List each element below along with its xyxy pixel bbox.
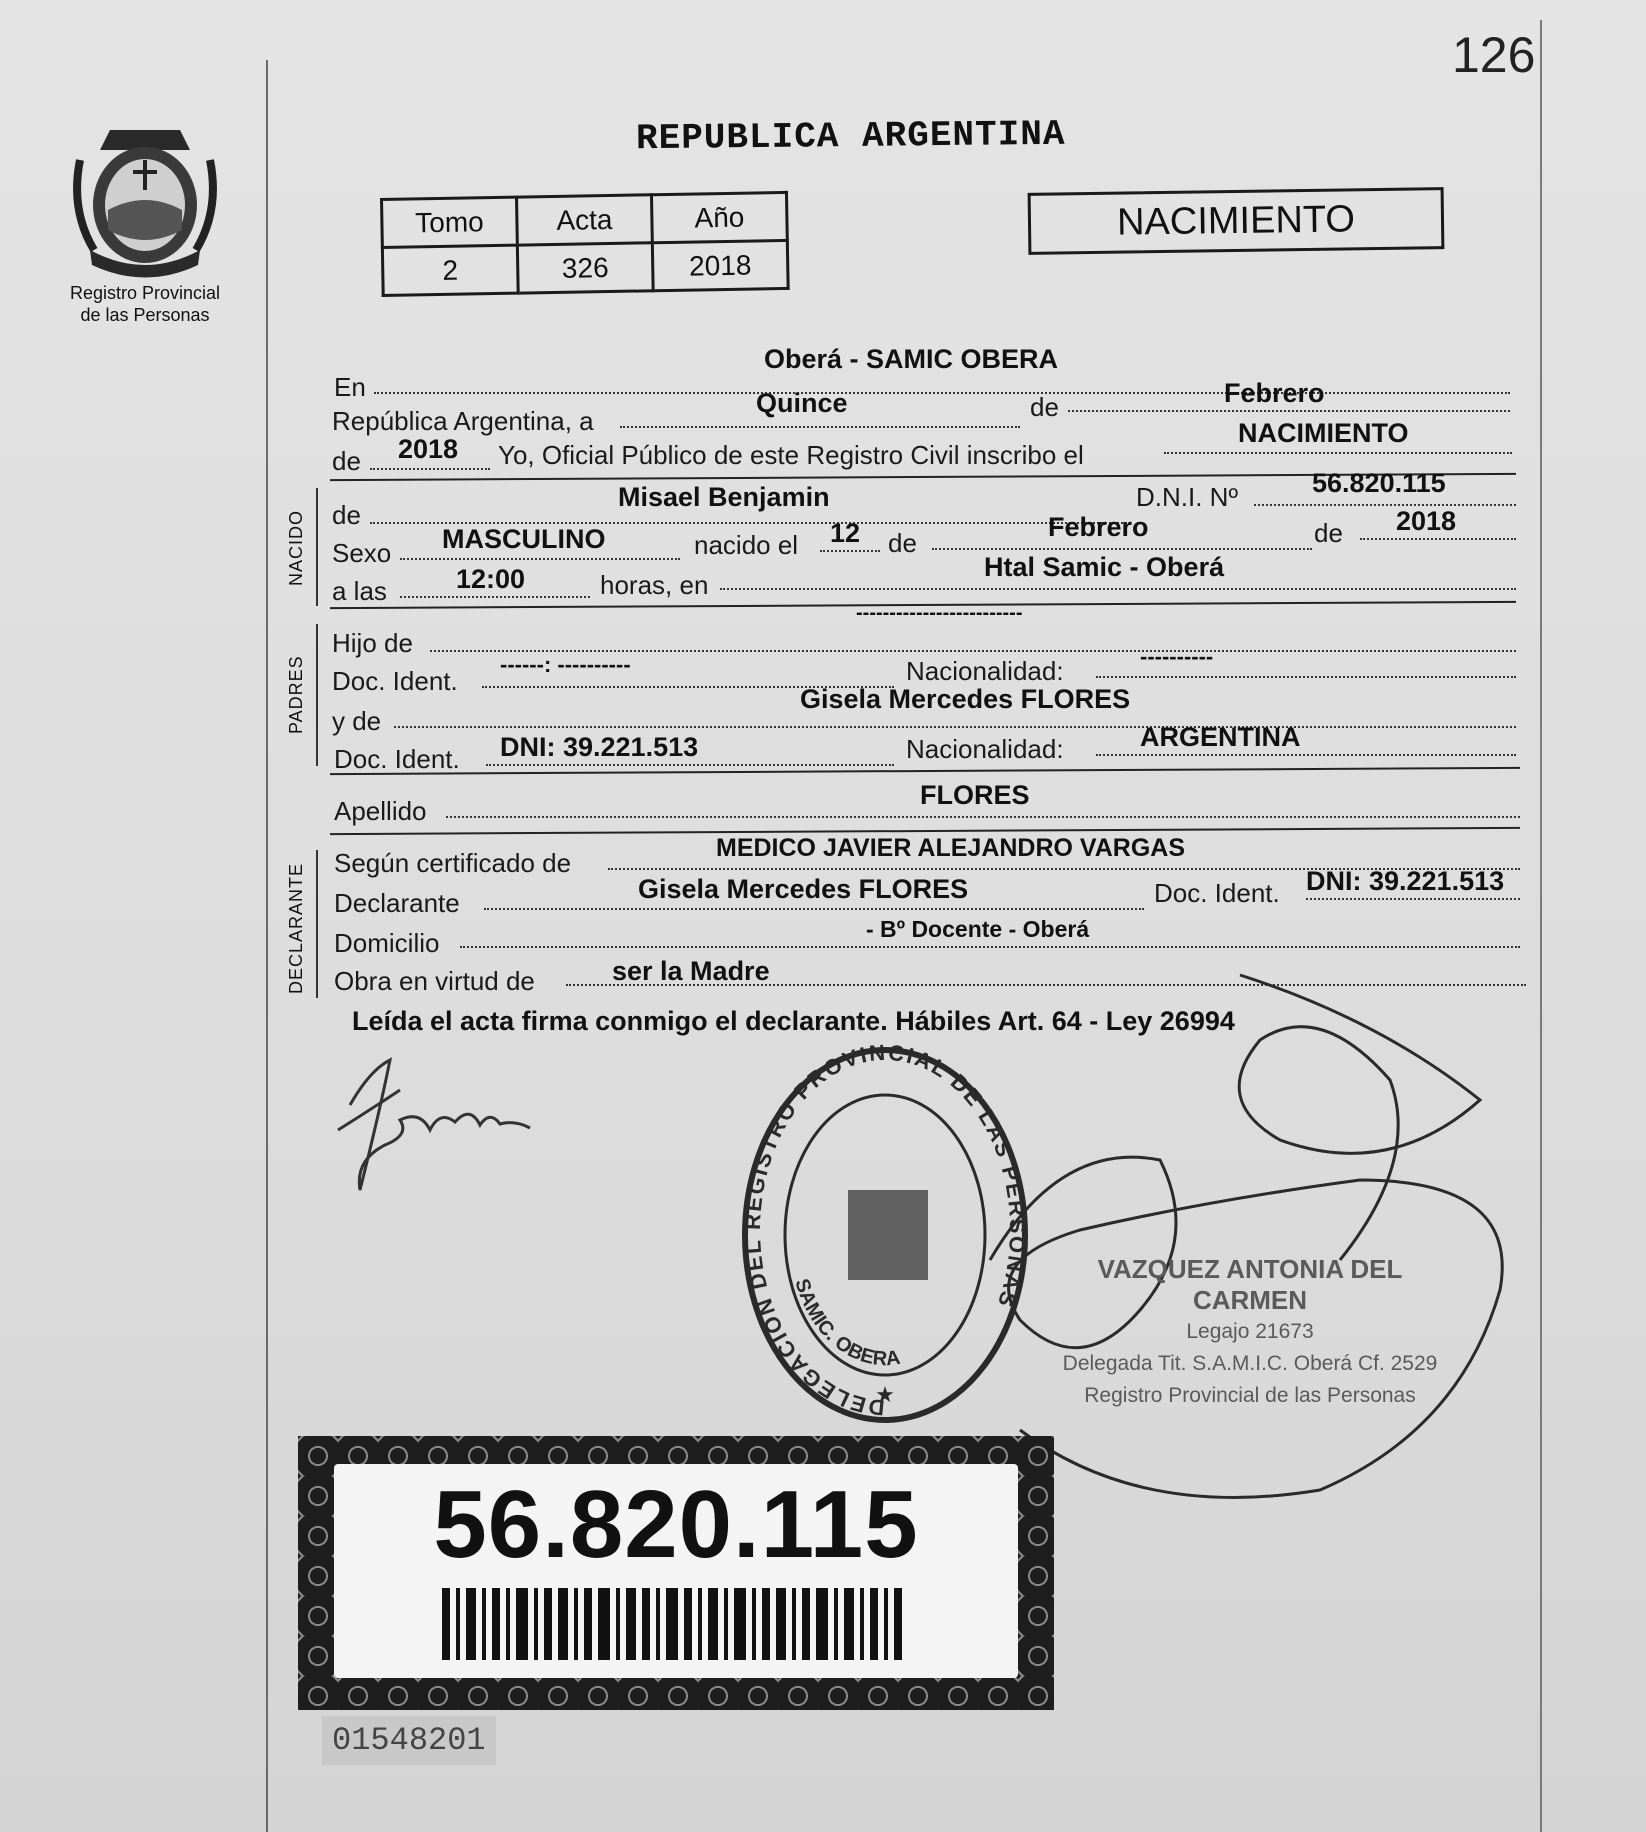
document-title: REPUBLICA ARGENTINA bbox=[635, 113, 1066, 160]
misiones-province-logo bbox=[70, 120, 220, 280]
label-nacido-el: nacido el bbox=[694, 530, 799, 560]
label-a-las: a las bbox=[332, 576, 387, 606]
barcode-graphic bbox=[442, 1588, 902, 1660]
record-value-acta: 326 bbox=[517, 243, 653, 293]
dots-nac-father bbox=[1096, 676, 1516, 678]
value-birth-year: 2018 bbox=[1396, 506, 1457, 536]
closing-statement: Leída el acta firma conmigo el declarante. Hábiles Art. 64 - Ley 26994 bbox=[352, 1006, 1235, 1036]
dots-apellido bbox=[446, 816, 1520, 818]
dots-declarante bbox=[484, 908, 1144, 910]
label-hijo-de: Hijo de bbox=[332, 628, 413, 658]
dots-doc-declarante bbox=[1306, 898, 1520, 900]
dots-month bbox=[1068, 410, 1510, 412]
nacido-section-bar bbox=[316, 488, 318, 606]
dots-dni bbox=[1254, 504, 1516, 506]
label-horas-en: horas, en bbox=[600, 570, 709, 600]
official-name: VAZQUEZ ANTONIA DEL CARMEN bbox=[1097, 1254, 1403, 1315]
value-time: 12:00 bbox=[456, 564, 526, 594]
label-obra: Obra en virtud de bbox=[334, 966, 535, 996]
label-en: En bbox=[334, 372, 366, 402]
label-apellido: Apellido bbox=[334, 796, 427, 826]
declarante-section-bar bbox=[316, 850, 318, 998]
value-sexo: MASCULINO bbox=[442, 524, 606, 554]
official-legajo: Legajo 21673 bbox=[1186, 1320, 1314, 1343]
logo-caption-line1: Registro Provincial bbox=[69, 283, 221, 303]
value-doc-father: ------: ---------- bbox=[500, 652, 631, 677]
label-doc-declarante: Doc. Ident. bbox=[1154, 878, 1280, 908]
declarante-section-label: DECLARANTE bbox=[286, 862, 306, 994]
dots-domicilio bbox=[460, 946, 1520, 948]
value-en: Oberá - SAMIC OBERA bbox=[764, 344, 1059, 374]
label-y-de: y de bbox=[332, 706, 382, 736]
value-month: Febrero bbox=[1224, 378, 1325, 408]
padres-section-bar bbox=[316, 624, 318, 766]
svg-text:★: ★ bbox=[875, 1382, 895, 1407]
value-birth-month: Febrero bbox=[1048, 512, 1149, 542]
dots-place bbox=[720, 588, 1516, 590]
official-organismo: Registro Provincial de las Personas bbox=[1084, 1384, 1416, 1407]
label-doc-mother: Doc. Ident. bbox=[334, 744, 460, 774]
dots-birth-year bbox=[1360, 538, 1516, 540]
dots-mother bbox=[394, 726, 1516, 728]
barcode-label-inner bbox=[334, 1464, 1018, 1678]
label-doc-father: Doc. Ident. bbox=[332, 666, 458, 696]
value-domicilio: - Bº Docente - Oberá bbox=[866, 916, 1090, 942]
label-declarante: Declarante bbox=[334, 888, 460, 918]
official-stamp bbox=[1040, 1254, 1460, 1412]
value-dni: 56.820.115 bbox=[1312, 468, 1446, 498]
value-nac-father: ---------- bbox=[1140, 644, 1214, 669]
label-sexo: Sexo bbox=[332, 538, 392, 568]
value-day: Quince bbox=[756, 388, 848, 418]
record-header-tomo: Tomo bbox=[382, 197, 518, 247]
value-doc-declarante: DNI: 39.221.513 bbox=[1306, 866, 1505, 896]
value-doc-mother: DNI: 39.221.513 bbox=[500, 732, 699, 762]
label-de-year: de bbox=[332, 446, 361, 476]
dots-doc-mother bbox=[486, 764, 894, 766]
value-inscribo: NACIMIENTO bbox=[1238, 418, 1409, 448]
padres-section-label: PADRES bbox=[286, 655, 306, 734]
label-dni: D.N.I. Nº bbox=[1136, 482, 1238, 512]
barcode-label bbox=[298, 1436, 1054, 1710]
record-value-tomo: 2 bbox=[382, 245, 518, 295]
record-header-acta: Acta bbox=[517, 195, 653, 245]
dots-sexo bbox=[400, 558, 680, 560]
value-apellido: FLORES bbox=[920, 780, 1030, 810]
page-number: 126 bbox=[1452, 27, 1536, 83]
logo-caption-line2: de las Personas bbox=[80, 305, 210, 325]
record-table bbox=[380, 191, 790, 297]
serial-number: 01548201 bbox=[322, 1716, 496, 1765]
dots-day bbox=[620, 426, 1020, 428]
dots-year bbox=[370, 468, 490, 470]
dots-en bbox=[374, 392, 1510, 394]
barcode-number: 56.820.115 bbox=[433, 1471, 919, 1578]
value-year: 2018 bbox=[398, 434, 459, 464]
record-type-box: NACIMIENTO bbox=[1028, 187, 1445, 255]
official-cargo: Delegada Tit. S.A.M.I.C. Oberá Cf. 2529 bbox=[1062, 1352, 1438, 1375]
value-place: Htal Samic - Oberá bbox=[984, 552, 1225, 582]
label-republica: República Argentina, a bbox=[332, 406, 594, 436]
record-value-ano: 2018 bbox=[652, 240, 788, 290]
seal-ring-text: DELEGACIÓN DEL REGISTRO PROVINCIAL DE LAS PERSONAS bbox=[739, 1040, 1031, 1421]
left-margin-rule bbox=[266, 60, 268, 1832]
logo-caption bbox=[50, 282, 240, 326]
value-mother: Gisela Mercedes FLORES bbox=[800, 684, 1131, 714]
dots-birth-month bbox=[932, 548, 1312, 550]
label-de-name: de bbox=[332, 500, 361, 530]
dots-birth-day bbox=[820, 550, 880, 552]
dots-nac-mother bbox=[1096, 754, 1516, 756]
record-header-ano: Año bbox=[651, 192, 787, 242]
right-margin-rule bbox=[1540, 20, 1542, 1832]
label-de-month: de bbox=[1030, 392, 1059, 422]
label-de-birth-month: de bbox=[888, 528, 917, 558]
declarant-signature bbox=[330, 1050, 570, 1200]
value-nac-mother: ARGENTINA bbox=[1140, 722, 1301, 752]
nacido-section-label: NACIDO bbox=[286, 509, 306, 586]
value-declarante: Gisela Mercedes FLORES bbox=[638, 874, 969, 904]
label-nacionalidad-mother: Nacionalidad: bbox=[906, 734, 1064, 764]
label-inscribo: Yo, Oficial Público de este Registro Civil inscribo el bbox=[498, 440, 1084, 470]
value-certificado: MEDICO JAVIER ALEJANDRO VARGAS bbox=[716, 834, 1186, 862]
label-de-birth-year: de bbox=[1314, 518, 1343, 548]
dots-time bbox=[400, 596, 590, 598]
label-domicilio: Domicilio bbox=[334, 928, 440, 958]
value-obra: ser la Madre bbox=[612, 956, 770, 986]
value-birth-day: 12 bbox=[830, 518, 861, 548]
label-nacionalidad-father: Nacionalidad: bbox=[906, 656, 1064, 686]
value-father: ------------------------- bbox=[856, 602, 1023, 624]
label-certificado: Según certificado de bbox=[334, 848, 572, 878]
seal-inner-text: SAMIC. OBERA bbox=[790, 1276, 902, 1371]
value-name: Misael Benjamin bbox=[618, 482, 830, 512]
dots-inscribo bbox=[1164, 452, 1512, 454]
